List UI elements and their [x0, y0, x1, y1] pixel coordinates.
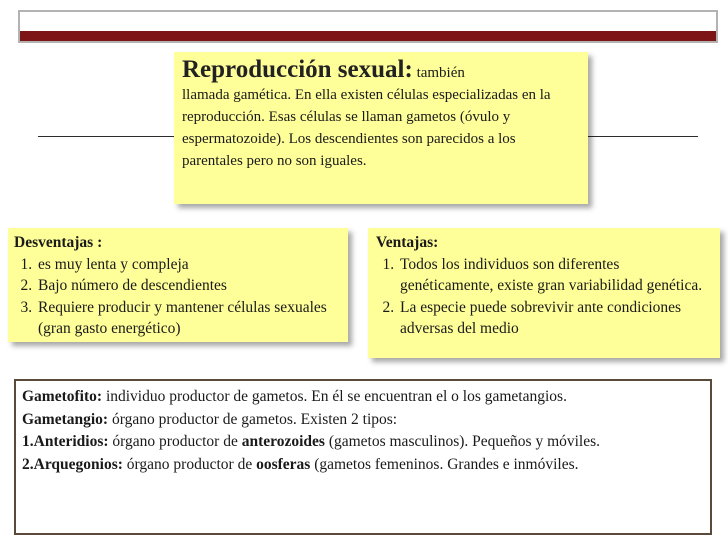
disadvantages-title: Desventajas :	[14, 234, 103, 251]
definition-gametangio	[22, 409, 704, 432]
list-item: 1. Todos los individuos son diferentes genéticamente, existe gran variabilidad genética.	[398, 254, 712, 297]
term: Gametofito:	[22, 388, 103, 405]
list-item: 2. La especie puede sobrevivir ante condiciones adversas del medio	[398, 297, 712, 340]
list-item: 1. es muy lenta y compleja	[36, 254, 342, 276]
advantages-title: Ventajas:	[376, 234, 439, 251]
definition-text: (gametos femeninos. Grandes e inmóviles.	[310, 455, 579, 473]
highlight-term: oosferas	[256, 455, 311, 473]
definition-arquegonios	[22, 454, 704, 477]
list-item: 3. Requiere producir y mantener células sexuales (gran gasto energético)	[36, 297, 342, 340]
header-accent-bar	[20, 31, 716, 41]
slide-title: Reproducción sexual:	[182, 56, 413, 83]
highlight-term: anterozoides	[241, 433, 325, 450]
definition-text: órgano productor de gametos. Existen 2 tipos:	[108, 410, 398, 428]
term: Gametangio:	[22, 410, 109, 428]
definition-gametofito	[22, 386, 704, 409]
advantages-list	[376, 254, 712, 340]
title-callout	[174, 52, 588, 204]
definition-text: individuo productor de gametos. En él se encuentran el o los gametangios.	[102, 388, 567, 405]
list-item: 2. Bajo número de descendientes	[36, 275, 342, 297]
definition-text: (gametos masculinos). Pequeños y móviles.	[324, 433, 601, 450]
title-description: llamada gamética. En ella existen células especializadas en la reproducción. Esas células se llaman gametos (óvulo y espermatozoide). Los descendientes son parecidos a los parentales pero no son iguales.	[182, 87, 551, 169]
disadvantages-list	[14, 254, 342, 340]
definition-anteridios	[22, 431, 704, 454]
term: 1.Anteridios:	[22, 433, 109, 450]
term: 2.Arquegonios:	[22, 455, 123, 473]
advantages-panel	[368, 228, 720, 358]
header-frame	[18, 10, 718, 43]
disadvantages-panel	[8, 228, 348, 342]
definition-text: órgano productor de	[108, 433, 242, 450]
slide-title-tail: también	[412, 65, 465, 81]
definition-text: órgano productor de	[122, 455, 257, 473]
definitions-box	[14, 379, 712, 535]
